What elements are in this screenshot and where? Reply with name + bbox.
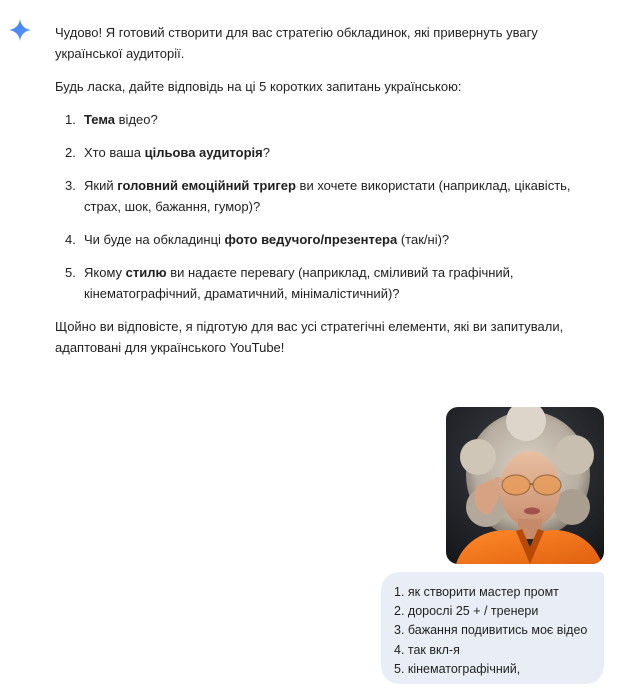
assistant-prompt-text: Будь ласка, дайте відповідь на ці 5 коротких запитань українською:	[55, 79, 462, 94]
list-item-number: 4.	[65, 232, 76, 247]
list-item-number: 5.	[65, 265, 76, 280]
list-item	[55, 142, 595, 163]
list-item-text-after: ви надаєте перевагу (наприклад, сміливий та графічний, кінематографічний, драматичний, мінімалістичний)?	[84, 265, 514, 301]
list-item-number: 2.	[65, 145, 76, 160]
list-item-bold: Тема	[84, 112, 116, 127]
list-item	[55, 175, 595, 217]
list-item-bold: стилю	[125, 265, 167, 280]
list-item-number: 3.	[65, 178, 76, 193]
list-item-text-before: Чи буде на обкладинці	[84, 232, 225, 247]
user-message-line: 3. бажання подивитись моє відео	[394, 623, 588, 638]
list-item-text-after: ви хочете використати (наприклад, цікавість, страх, шок, бажання, гумор)?	[84, 178, 571, 214]
list-item-bold: фото ведучого/презентера	[224, 232, 398, 247]
gemini-sparkle-icon	[8, 18, 32, 42]
list-item-text-after: відео?	[115, 112, 158, 127]
user-message-line: 2. дорослі 25 + / тренери	[394, 604, 539, 619]
list-item-bold: цільова аудиторія	[144, 145, 263, 160]
list-item-text-before: Хто ваша	[84, 145, 145, 160]
assistant-outro-text: Щойно ви відповісте, я підготую для вас усі стратегічні елементи, які ви запитували, адаптовані для українського YouTube!	[55, 319, 564, 355]
list-item-text-after: (так/ні)?	[397, 232, 450, 247]
questions-list	[55, 109, 595, 304]
user-message-line: 4. так вкл-я	[394, 642, 460, 657]
assistant-intro-text: Чудово! Я готовий створити для вас стратегію обкладинок, які привернуть увагу української аудиторії.	[55, 25, 538, 61]
list-item	[55, 109, 595, 130]
list-item-bold: головний емоційний тригер	[117, 178, 296, 193]
list-item-text-before: Якому	[84, 265, 126, 280]
user-message-bubble	[381, 572, 604, 684]
list-item	[55, 262, 595, 304]
user-message-line: 5. кінематографічний,	[394, 661, 521, 676]
assistant-message	[55, 22, 595, 374]
portrait-photo	[446, 407, 604, 564]
list-item	[55, 229, 595, 250]
user-attachment-image[interactable]	[446, 407, 604, 564]
user-message-line: 1. як створити мастер промт	[394, 585, 559, 599]
list-item-text-before: Який	[84, 178, 118, 193]
list-item-number: 1.	[65, 112, 76, 127]
list-item-text-after: ?	[262, 145, 270, 160]
